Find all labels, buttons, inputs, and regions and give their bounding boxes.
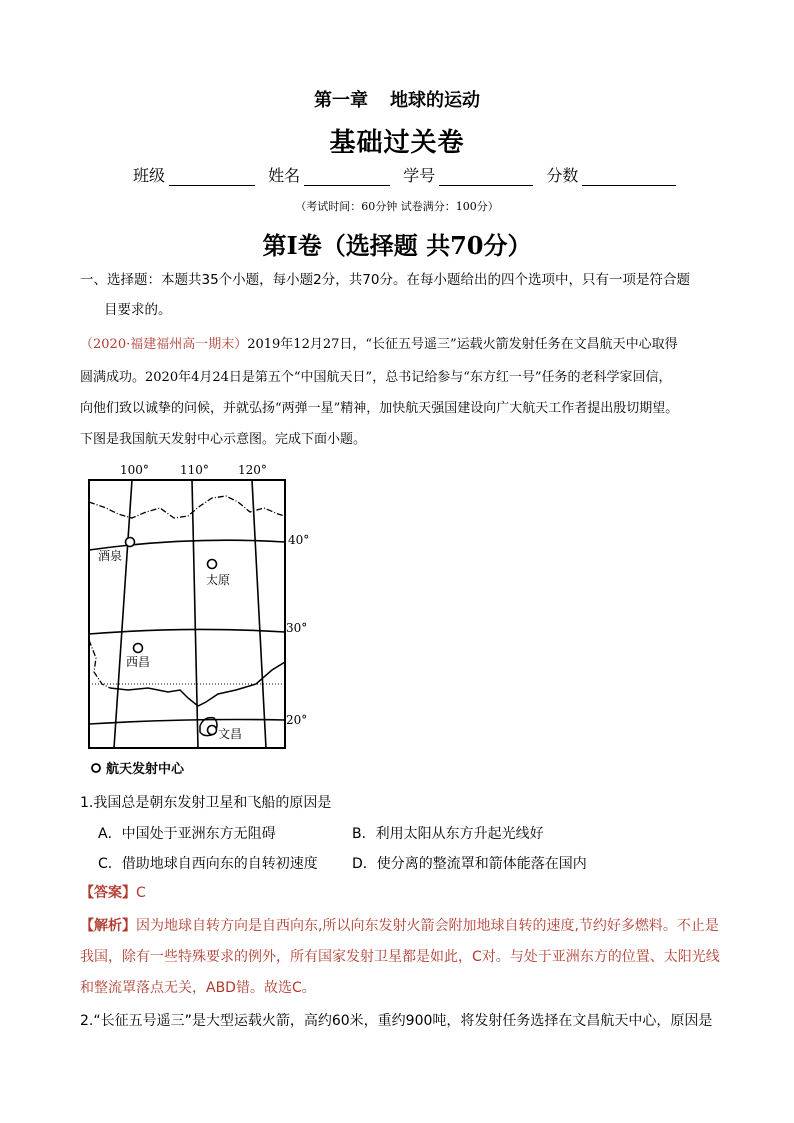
class-label: 班级	[133, 166, 166, 185]
site-xichang-marker	[134, 644, 143, 653]
question-1-stem: 我国总是朝东发射卫星和飞船的原因是	[93, 795, 332, 811]
lat-label-20: 20°	[286, 713, 308, 727]
class-field[interactable]	[169, 169, 255, 186]
western-border	[89, 640, 110, 688]
section-title: 第Ⅰ卷（选择题 共70分）	[262, 231, 532, 260]
context-line-3: 向他们致以诚挚的问候，并就弘扬“两弹一星”精神，加快航天强国建设向广大航天工作者提出殷切期望。	[80, 401, 679, 416]
map-frame	[89, 480, 285, 748]
analysis-line-2: 我国，除有一些特殊要求的例外，所有国家发射卫星都是如此，C对。与处于亚洲东方的位置、太阳光线	[80, 949, 720, 965]
legend-marker-icon	[92, 764, 100, 772]
student-info-fields	[133, 163, 684, 186]
answer-label: 【答案】	[80, 885, 136, 901]
northern-border	[89, 496, 285, 518]
chapter-topic: 地球的运动	[390, 90, 480, 111]
context-text-1: 2019年12月27日，“长征五号遥三”运载火箭发射任务在文昌航天中心取得	[247, 337, 678, 352]
map-svg	[88, 462, 310, 782]
exam-time-info: （考试时间：60分钟 试卷满分：100分）	[295, 200, 499, 213]
context-line-2: 圆满成功。2020年4月24日是第五个“中国航天日”，总书记给参与“东方红一号”任务的老科学家回信，	[80, 370, 672, 385]
launch-center-map	[88, 462, 310, 786]
question-1-option-c[interactable]: C．借助地球自西向东的自转初速度	[98, 856, 318, 872]
context-line-1	[80, 333, 678, 352]
answer-value: C	[136, 885, 146, 901]
score-label: 分数	[546, 166, 579, 185]
name-label: 姓名	[268, 166, 301, 185]
question-1-option-a[interactable]: A．中国处于亚洲东方无阻碍	[98, 826, 276, 842]
question-2-number: 2.	[80, 1013, 94, 1029]
question-1	[80, 792, 331, 812]
analysis-line-3: 和整流罩落点无关，ABD错。故选C。	[80, 980, 316, 996]
site-xichang-label: 西昌	[126, 655, 151, 669]
parallel-20	[89, 720, 285, 725]
instruction-line-2: 目要求的。	[104, 302, 172, 318]
site-taiyuan-marker	[208, 560, 217, 569]
analysis-label: 【解析】	[80, 918, 136, 934]
question-1-number: 1.	[80, 795, 94, 811]
page-title: 基础过关卷	[329, 128, 465, 158]
site-jiuquan-marker	[126, 538, 135, 547]
parallel-30	[89, 629, 285, 634]
question-1-answer	[80, 882, 146, 902]
site-jiuquan-label: 酒泉	[98, 549, 123, 563]
context-line-4: 下图是我国航天发射中心示意图。完成下面小题。	[80, 432, 367, 447]
lat-label-40: 40°	[288, 533, 310, 547]
site-wenchang-label: 文昌	[218, 727, 243, 741]
chapter-heading	[0, 86, 794, 112]
meridian-110	[192, 480, 198, 748]
chapter-number: 第一章	[314, 90, 368, 111]
score-field[interactable]	[582, 169, 676, 186]
meridian-120	[252, 480, 266, 748]
question-1-option-d[interactable]: D．使分离的整流罩和箭体能落在国内	[352, 856, 587, 872]
id-field[interactable]	[439, 169, 533, 186]
question-1-option-b[interactable]: B．利用太阳从东方升起光线好	[352, 826, 544, 842]
question-2	[80, 1010, 712, 1030]
legend-label: 航天发射中心	[106, 762, 185, 777]
source-tag: （2020·福建福州高一期末）	[80, 337, 248, 352]
lat-label-30: 30°	[286, 621, 308, 635]
question-2-stem: “长征五号遥三”是大型运载火箭，高约60米，重约900吨，将发射任务选择在文昌航天中心，原因是	[93, 1013, 713, 1029]
name-field[interactable]	[304, 169, 390, 186]
site-taiyuan-label: 太原	[206, 573, 231, 587]
lon-label-110: 110°	[180, 463, 209, 477]
analysis-text-1: 因为地球自转方向是自西向东,所以向东发射火箭会附加地球自转的速度,节约好多燃料。不止是	[136, 918, 719, 934]
instruction-line-1: 一、选择题：本题共35个小题，每小题2分，共70分。在每小题给出的四个选项中，只有一项是符合题	[80, 272, 690, 288]
id-label: 学号	[403, 166, 436, 185]
lon-label-100: 100°	[120, 463, 149, 477]
site-wenchang-marker	[208, 726, 217, 735]
meridian-100	[114, 480, 132, 748]
lon-label-120: 120°	[238, 463, 267, 477]
analysis-line-1	[80, 915, 719, 935]
